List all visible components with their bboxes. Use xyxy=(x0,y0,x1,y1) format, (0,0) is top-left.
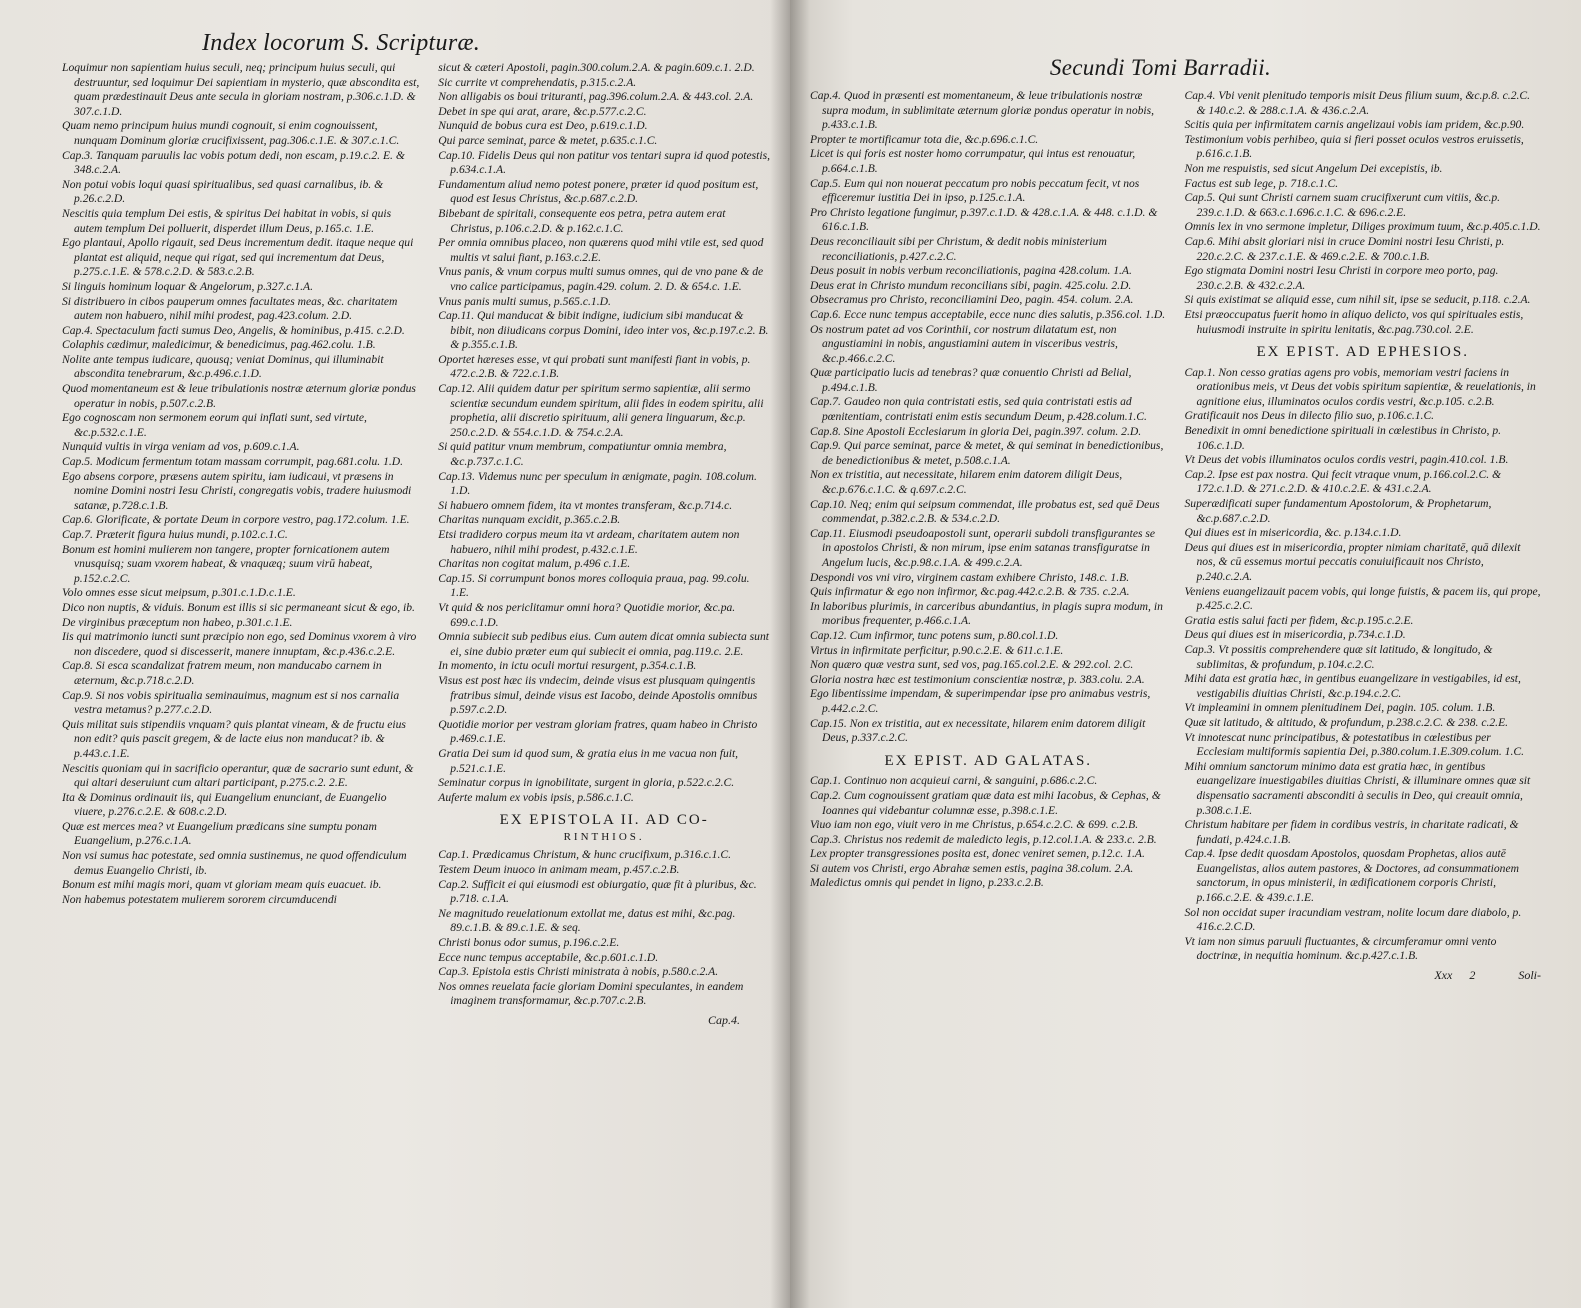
index-entry: Maledictus omnis qui pendet in ligno, p.233.c.2.B. xyxy=(810,876,1044,890)
index-entry: Licet is qui foris est noster homo corrumpatur, qui intus est renouatur, p.664.c.1.B. xyxy=(810,147,1136,175)
index-entry: Charitas non cogitat malum, p.496 c.1.E. xyxy=(438,557,631,571)
index-entry: Si distribuero in cibos pauperum omnes facultates meas, &c. charitatem autem non habuero, nihil mihi prodest, pag.423.colum. 2.D. xyxy=(62,294,398,323)
index-entry: Nescitis quoniam qui in sacrificio operantur, quæ de sacrario sunt edunt, & qui altari deseruiunt cum altari participant, p.275.c.2. 2.E. xyxy=(62,761,414,790)
index-entry: Non alligabis os boui trituranti, pag.396.colum.2.A. & 443.col. 2.A. xyxy=(438,90,754,104)
index-entry: Sol non occidat super iracundiam vestram, nolite locum dare diabolo, p. 416.c.2.C.D. xyxy=(1184,905,1522,934)
right-col-2 xyxy=(1185,89,1542,983)
index-entry: Cap.9. Si nos vobis spiritualia seminauimus, magnum est si nos carnalia vestra metamus? p.277.c.2.D. xyxy=(62,688,400,717)
index-entry: Per omnia omnibus placeo, non quærens quod mihi vtile est, sed quod multis vt salui fiant, p.163.c.2.E. xyxy=(438,236,764,264)
index-entry: Quæ participatio lucis ad tenebras? quæ conuentio Christi ad Belial, p.494.c.1.B. xyxy=(810,366,1132,394)
index-entry: Qui parce seminat, parce & metet, p.635.c.1.C. xyxy=(438,133,658,147)
index-entry: Propter te mortificamur tota die, &c.p.696.c.1.C. xyxy=(810,132,1039,146)
index-entry: Bonum est mihi magis mori, quam vt gloriam meam quis euacuet. ib. xyxy=(62,878,382,892)
index-entry: Cap.5. Eum qui non nouerat peccatum pro nobis peccatum fecit, vt nos efficeremur iustitia Dei in ipso, p.125.c.1.A. xyxy=(810,176,1140,205)
catchword-right: Soli- xyxy=(1518,968,1541,983)
index-entry: Si autem vos Christi, ergo Abrahæ semen estis, pagina 38.colum. 2.A. xyxy=(810,861,1134,875)
left-col-1 xyxy=(62,61,420,1028)
index-entry: Pro Christo legatione fungimur, p.397.c.1.D. & 428.c.1.A. & 448. c.1.D. & 616.c.1.B. xyxy=(810,205,1158,234)
index-entry: Cap.3. Vt possitis comprehendere quæ sit latitudo, & longitudo, & sublimitas, & profundum, p.104.c.2.C. xyxy=(1184,642,1493,671)
index-entry: Ego cognoscam non sermonem eorum qui inflati sunt, sed virtute, &c.p.532.c.1.E. xyxy=(62,411,367,439)
index-entry: Cap.5. Qui sunt Christi carnem suam crucifixerunt cum vitiis, &c.p. 239.c.1.D. & 663.c.1.696.c.1.C. & 696.c.2.E. xyxy=(1184,191,1501,219)
index-entry: Auferte malum ex vobis ipsis, p.586.c.1.C. xyxy=(438,790,634,804)
index-entry: Etsi tradidero corpus meum ita vt ardeam, charitatem autem non habuero, nihil mihi prodest, p.432.c.1.E. xyxy=(438,528,740,556)
index-entry: Ego absens corpore, præsens autem spiritu, iam iudicaui, vt præsens in nomine Domini nostri Iesu Christi, congregatis vobis, tradere huiusmodi satanæ, p.728.c.1.B. xyxy=(62,469,412,512)
book-gutter-shadow xyxy=(770,0,810,1308)
index-entry: Viuo iam non ego, viuit vero in me Christus, p.654.c.2.C. & 699. c.2.B. xyxy=(810,818,1139,832)
index-entry: Bibebant de spiritali, consequente eos petra, petra autem erat Christus, p.106.c.2.D. & p.162.c.1.C. xyxy=(438,206,726,235)
left-col-2 xyxy=(438,61,770,1028)
left-page xyxy=(0,0,790,1308)
index-entry: Despondi vos vni viro, virginem castam exhibere Christo, 148.c. 1.B. xyxy=(810,570,1130,584)
index-entry: Testimonium vobis perhibeo, quia si fieri posset oculos vestros eruissetis, p.616.c.1.B. xyxy=(1184,132,1524,161)
index-entry: Ne magnitudo reuelationum extollat me, datus est mihi, &c.pag. 89.c.1.B. & 89.c.1.E. & seq. xyxy=(438,906,736,935)
index-entry: Quæ sit latitudo, & altitudo, & profundum, p.238.c.2.C. & 238. c.2.E. xyxy=(1184,715,1509,729)
index-entry: Cap.11. Qui manducat & bibit indigne, iudicium sibi manducat & bibit, non diiudicans corpus Domini, ideo inter vos, &c.p.197.c.2. B. & p.355.c.1.B. xyxy=(438,309,769,352)
index-entry: Cap.3. Christus nos redemit de maledicto legis, p.12.col.1.A. & 233.c. 2.B. xyxy=(810,832,1157,846)
left-columns xyxy=(62,61,770,1028)
index-entry: Cap.4. Ipse dedit quosdam Apostolos, quosdam Prophetas, alios autē Euangelistas, alios autem pastores, & Doctores, ad consummationem sanctorum, in opus ministerii, in ædificationem corporis Christi, p.166.c.2.E. & 439.c.1.E. xyxy=(1184,847,1519,905)
section-heading-corinthios-cont: RINTHIOS. xyxy=(563,830,645,843)
index-entry: Cap.4. Spectaculum facti sumus Deo, Angelis, & hominibus, p.415. c.2.D. xyxy=(62,323,405,337)
index-entry: Vt impleamini in omnem plenitudinem Dei, pagin. 105. colum. 1.B. xyxy=(1184,701,1496,715)
index-entry: Deus qui diues est in misericordia, propter nimiam charitatē, quā dilexit nos, & cū essemus mortui peccatis conuiuificauit nos Christo, p.240.c.2.A. xyxy=(1184,540,1521,583)
index-entry: Cap.3. Tanquam paruulis lac vobis potum dedi, non escam, p.19.c.2. E. & 348.c.2.A. xyxy=(62,148,405,177)
index-entry: Cap.4. Quod in præsenti est momentaneum, & leue tribulationis nostræ supra modum, in sublimitate æternum gloriæ pondus operatur in nobis, p.433.c.1.B. xyxy=(810,89,1155,132)
index-entry: Cap.15. Non ex tristitia, aut ex necessitate, hilarem enim datorem diligit Deus, p.337.c.2.C. xyxy=(810,716,1146,745)
index-entry: Cap.13. Videmus nunc per speculum in ænigmate, pagin. 108.colum. 1.D. xyxy=(438,469,757,498)
index-entry: Cap.8. Sine Apostoli Ecclesiarum in gloria Dei, pagin.397. colum. 2.D. xyxy=(810,424,1142,438)
index-entry: Deus erat in Christo mundum reconcilians sibi, pagin. 425.colu. 2.D. xyxy=(810,278,1132,292)
index-entry: Non vsi sumus hac potestate, sed omnia sustinemus, ne quod offendiculum demus Euangelio Christi, ib. xyxy=(62,849,407,877)
index-entry: Nolite ante tempus iudicare, quousq; veniat Dominus, qui illuminabit abscondita tenebrarum, &c.p.496.c.1.D. xyxy=(62,352,384,381)
index-entry: Mihi omnium sanctorum minimo data est gratia hæc, in gentibus euangelizare inuestigabiles diuitias Christi, & illuminare omnes quæ sit dispensatio sacramenti absconditi à seculis in Deo, qui creauit omnia, p.308.c.1.E. xyxy=(1184,759,1531,817)
index-entry: Iis qui matrimonio iuncti sunt præcipio non ego, sed Dominus vxorem à viro non discedere, quod si discesserit, manere innuptam, &c.p.436.c.2.E. xyxy=(62,630,417,658)
index-entry: Gratia estis salui facti per fidem, &c.p.195.c.2.E. xyxy=(1184,613,1414,627)
index-entry: Oportet hæreses esse, vt qui probati sunt manifesti fiant in vobis, p. 472.c.2.B. & 722.c.1.B. xyxy=(438,352,751,381)
right-columns xyxy=(810,89,1541,983)
index-entry: Seminatur corpus in ignobilitate, surgent in gloria, p.522.c.2.C. xyxy=(438,776,735,790)
index-entry: Charitas nunquam excidit, p.365.c.2.B. xyxy=(438,513,621,527)
index-entry: Quod momentaneum est & leue tribulationis nostræ æternum gloriæ pondus operatur in nobis, p.507.c.2.B. xyxy=(62,382,416,410)
index-entry: Cap.6. Glorificate, & portate Deum in corpore vestro, pag.172.colum. 1.E. xyxy=(62,513,410,527)
index-entry: Non me respuistis, sed sicut Angelum Dei excepistis, ib. xyxy=(1184,161,1443,175)
index-entry: Non quæro quæ vestra sunt, sed vos, pag.165.col.2.E. & 292.col. 2.C. xyxy=(810,658,1134,672)
index-entry: Obsecramus pro Christo, reconciliamini Deo, pagin. 454. colum. 2.A. xyxy=(810,293,1134,307)
index-entry: Non ex tristitia, aut necessitate, hilarem enim datorem diligit Deus, &c.p.676.c.1.C. & q.697.c.2.C. xyxy=(810,468,1123,497)
index-entry: Os nostrum patet ad vos Corinthii, cor nostrum dilatatum est, non angustiamini in nobis, angustiamini autem in visceribus vestris, &c.p.466.c.2.C. xyxy=(810,322,1118,365)
index-entry: In laboribus plurimis, in carceribus abundantius, in plagis supra modum, in moribus frequenter, p.466.c.1.A. xyxy=(810,599,1163,628)
index-entry: Gratificauit nos Deus in dilecto filio suo, p.106.c.1.C. xyxy=(1184,409,1435,423)
section-heading-ephesios: EX EPIST. AD EPHESIOS. xyxy=(1256,344,1469,361)
index-entry: Ego libentissime impendam, & superimpendar ipse pro animabus vestris, p.442.c.2.C. xyxy=(810,687,1151,715)
signature-letters: Xxx xyxy=(1434,968,1453,983)
index-entry: Christi bonus odor sumus, p.196.c.2.E. xyxy=(438,936,620,950)
index-entry: Deus reconciliauit sibi per Christum, & dedit nobis ministerium reconciliationis, p.427.c.2.C. xyxy=(810,234,1107,263)
index-entry: Cap.10. Neq; enim qui seipsum commendat, ille probatus est, sed quē Deus commendat, p.382.c.2.B. & 534.c.2.D. xyxy=(810,497,1160,526)
section-heading-corinthios: EX EPISTOLA II. AD CO- xyxy=(499,812,709,829)
index-entry: Factus est sub lege, p. 718.c.1.C. xyxy=(1184,176,1339,190)
index-entry: Cap.1. Prædicamus Christum, & hunc crucifixum, p.316.c.1.C. xyxy=(438,848,731,862)
index-entry: Si quid patitur vnum membrum, compatiuntur omnia membra, &c.p.737.c.1.C. xyxy=(438,440,727,469)
left-col-2-entries xyxy=(438,61,770,805)
right-col-1-entries xyxy=(810,89,1167,746)
section-heading-galatas: EX EPIST. AD GALATAS. xyxy=(884,752,1093,769)
right-col-2-after xyxy=(1185,366,1542,964)
index-entry: Cap.2. Cum cognouissent gratiam quæ data est mihi Iacobus, & Cephas, & Ioannes qui videbantur columnæ esse, p.398.c.1.E. xyxy=(810,788,1161,817)
index-entry: Cap.7. Gaudeo non quia contristati estis, sed quia contristati estis ad pœnitentiam, contristati enim estis secundum Deum, p.428.colum.1.C. xyxy=(810,395,1147,424)
left-col-2-after xyxy=(438,848,770,1009)
index-entry: Nunquid vultis in virga veniam ad vos, p.609.c.1.A. xyxy=(62,440,300,454)
index-entry: Cap.1. Continuo non acquieui carni, & sanguini, p.686.c.2.C. xyxy=(810,774,1098,788)
index-entry: Vnus panis multi sumus, p.565.c.1.D. xyxy=(438,294,611,308)
index-entry: Bonum est homini mulierem non tangere, propter fornicationem autem vnusquisq; suam vxorem habeat, & vnaquæq; suum virū habeat, p.152.c.2.C. xyxy=(62,542,390,585)
index-entry: Deus posuit in nobis verbum reconciliationis, pagina 428.colum. 1.A. xyxy=(810,264,1132,278)
index-entry: Quis infirmatur & ego non infirmor, &c.pag.442.c.2.B. & 735. c.2.A. xyxy=(810,585,1130,599)
index-entry: Cap.2. Sufficit ei qui eiusmodi est obiurgatio, quæ fit à pluribus, &c. p.718. c.1.A. xyxy=(438,877,757,906)
running-head-left: Index locorum S. Scripturæ. xyxy=(202,30,481,56)
index-entry: Si habuero omnem fidem, ita vt montes transferam, &c.p.714.c. xyxy=(438,498,733,512)
index-entry: Visus est post hæc iis vndecim, deinde visus est plusquam quingentis fratribus simul, deinde visus est Iacobo, deinde Apostolis omnibus p.597.c.2.D. xyxy=(438,673,758,717)
index-entry: Fundamentum aliud nemo potest ponere, præter id quod positum est, quod est Iesus Christus, &c.p.687.c.2.D. xyxy=(438,177,759,206)
index-entry: Si linguis hominum loquar & Angelorum, p.327.c.1.A. xyxy=(62,279,313,293)
index-entry: Non habemus potestatem mulierem sororem circumducendi xyxy=(62,892,337,906)
index-entry: Ego plantaui, Apollo rigauit, sed Deus incrementum dedit. itaque neque qui plantat est aliquid, neque qui rigat, sed qui incrementum dat Deus, p.275.c.1.E. & 578.c.2.D. & 583.c.2.B. xyxy=(62,236,414,279)
index-entry: Omnia subiecit sub pedibus eius. Cum autem dicat omnia subiecta sunt ei, sine dubio præter eum qui subiecit ei omnia, pag.119.c. 2.E. xyxy=(438,630,769,658)
catchword-left: Cap.4. xyxy=(707,1013,740,1027)
index-entry: Cap.2. Ipse est pax nostra. Qui fecit vtraque vnum, p.166.col.2.C. & 172.c.1.D. & 271.c.2.D. & 410.c.2.E. & 431.c.2.A. xyxy=(1184,467,1502,496)
index-entry: Vt iam non simus paruuli fluctuantes, & circumferamur omni vento doctrinæ, in nequitia hominum. &c.p.427.c.1.B. xyxy=(1184,934,1497,963)
index-entry: Dico non nuptis, & viduis. Bonum est illis si sic permaneant sicut & ego, ib. xyxy=(62,600,415,614)
index-entry: Virtus in infirmitate perficitur, p.90.c.2.E. & 611.c.1.E. xyxy=(810,643,1064,657)
index-entry: Gloria nostra hæc est testimonium conscientiæ nostræ, p. 383.colu. 2.A. xyxy=(810,672,1145,686)
index-entry: Qui diues est in misericordia, &c. p.134.c.1.D. xyxy=(1184,526,1402,540)
index-entry: Testem Deum inuoco in animam meam, p.457.c.2.B. xyxy=(438,863,680,877)
index-entry: Cap.5. Modicum fermentum totam massam corrumpit, pag.681.colu. 1.D. xyxy=(62,455,404,469)
index-entry: Debet in spe qui arat, arare, &c.p.577.c.2.C. xyxy=(438,104,647,118)
index-entry: Cap.11. Eiusmodi pseudoapostoli sunt, operarii subdoli transfigurantes se in apostolos Christi, & non mirum, ipse enim satanas transfiguratse in Angelum lucis, &c.p.98.c.1.A. & 499.c.2.A. xyxy=(810,526,1156,569)
signature-number: 2 xyxy=(1469,968,1476,983)
index-entry: Si quis existimat se aliquid esse, cum nihil sit, ipse se seducit, p.118. c.2.A. xyxy=(1184,293,1531,307)
index-entry: Superædificati super fundamentum Apostolorum, & Prophetarum, &c.p.687.c.2.D. xyxy=(1184,497,1492,525)
signature-mark xyxy=(1185,968,1542,983)
index-entry: Nunquid de bobus cura est Deo, p.619.c.1.D. xyxy=(438,119,648,133)
index-entry: Loquimur non sapientiam huius seculi, neq; principum huius seculi, qui destruuntur, sed loquimur Dei sapientiam in mysterio, quæ abscondita est, quam prædestinauit Deus ante secula in gloriam nostram, p.306.c.1.D. & 307.c.1.D. xyxy=(62,61,420,118)
index-entry: Quam nemo principum huius mundi cognouit, si enim cognouissent, nunquam Dominum gloriæ crucifixissent, pag.306.c.1.E. & 307.c.1.C. xyxy=(62,119,400,147)
index-entry: Vnus panis, & vnum corpus multi sumus omnes, qui de vno pane & de vno calice participamus, pagin.429. colum. 2. D. & 654.c. 1.E. xyxy=(438,265,764,293)
right-page xyxy=(790,0,1581,1308)
index-entry: Gratia Dei sum id quod sum, & gratia eius in me vacua non fuit, p.521.c.1.E. xyxy=(438,746,739,775)
index-entry: Nos omnes reuelata facie gloriam Domini speculantes, in eandem imaginem transformamur, &c.p.707.c.2.B. xyxy=(438,979,744,1008)
index-entry: Mihi data est gratia hæc, in gentibus euangelizare in vestigabiles, id est, vestigabilis diuitias Christi, &c.p.194.c.2.C. xyxy=(1184,672,1521,700)
index-entry: Ego stigmata Domini nostri Iesu Christi in corpore meo porto, pag. 230.c.2.B. & 432.c.2.A. xyxy=(1184,264,1499,292)
index-entry: Volo omnes esse sicut meipsum, p.301.c.1.D.c.1.E. xyxy=(62,586,296,600)
index-entry: Quæ est merces mea? vt Euangelium prædicans sine sumptu ponam Euangelium, p.276.c.1.A. xyxy=(62,819,377,848)
index-entry: Cap.15. Si corrumpunt bonos mores colloquia praua, pag. 99.colu. 1.E. xyxy=(438,571,750,600)
index-entry: Colaphis cædimur, maledicimur, & benedicimus, pag.462.colu. 1.B. xyxy=(62,338,376,352)
index-entry: In momento, in ictu oculi mortui resurgent, p.354.c.1.B. xyxy=(438,659,697,673)
index-entry: Cap.3. Epistola estis Christi ministrata à nobis, p.580.c.2.A. xyxy=(438,965,719,979)
index-entry: Cap.1. Non cesso gratias agens pro vobis, memoriam vestri faciens in orationibus meis, vt Deus det vobis spiritum sapientiæ, & reuelationis, in agnitione eius, illuminatos oculos cordis vestri, &c.p.105. c.2.B. xyxy=(1184,365,1536,408)
index-entry: Vt Deus det vobis illuminatos oculos cordis vestri, pagin.410.col. 1.B. xyxy=(1184,453,1509,467)
index-entry: Cap.7. Præterit figura huius mundi, p.102.c.1.C. xyxy=(62,528,288,541)
right-col-1-after xyxy=(810,774,1167,891)
right-col-1 xyxy=(810,89,1167,983)
index-entry: Cap.8. Si esca scandalizat fratrem meum, non manducabo carnem in æternum, &c.p.718.c.2.D. xyxy=(62,659,382,687)
index-entry: Cap.9. Qui parce seminat, parce & metet, & qui seminat in benedictionibus, de benedictionibus & metet, p.508.c.1.A. xyxy=(810,439,1164,467)
index-entry: Lex propter transgressiones posita est, donec veniret semen, p.12.c. 1.A. xyxy=(810,847,1145,861)
index-entry: De virginibus præceptum non habeo, p.301.c.1.E. xyxy=(62,615,293,629)
index-entry: Cap.10. Fidelis Deus qui non patitur vos tentari supra id quod potestis, p.634.c.1.A. xyxy=(438,148,770,177)
index-entry: Non potui vobis loqui quasi spiritualibus, sed quasi carnalibus, ib. & p.26.c.2.D. xyxy=(62,177,384,206)
index-entry: Vt innotescat nunc principatibus, & potestatibus in cœlestibus per Ecclesiam multiformis sapientia Dei, p.380.colum.1.E.309.colum. 1.C. xyxy=(1184,730,1524,759)
index-entry: Cap.6. Mihi absit gloriari nisi in cruce Domini nostri Iesu Christi, p. 220.c.2.C. & 237.c.1.E. & 469.c.2.E. & 700.c.1.B. xyxy=(1184,234,1505,263)
right-col-2-entries xyxy=(1185,89,1542,337)
index-entry: Cap.12. Alii quidem datur per spiritum sermo sapientiæ, alii sermo scientiæ secundum eundem spiritum, alii fides in eodem spiritu, alii prophetia, alii discretio spirituum, alii genera linguarum, &c.p. 250.c.2.D. & 554.c.1.D. & 754.c.2.A. xyxy=(438,382,764,439)
index-entry: Benedixit in omni benedictione spirituali in cœlestibus in Christo, p. 106.c.1.D. xyxy=(1184,424,1502,452)
index-entry: Ita & Dominus ordinauit iis, qui Euangelium enunciant, de Euangelio viuere, p.276.c.2.E. & 608.c.2.D. xyxy=(62,790,387,819)
index-entry: Christum habitare per fidem in cordibus vestris, in charitate radicati, & fundati, p.424.c.1.B. xyxy=(1184,818,1519,846)
index-entry: Deus qui diues est in misericordia, p.734.c.1.D. xyxy=(1184,628,1406,642)
index-entry: Cap.12. Cum infirmor, tunc potens sum, p.80.col.1.D. xyxy=(810,628,1059,642)
index-entry: Quis militat suis stipendiis vnquam? quis plantat vineam, & de fructu eius non edit? quis pascit gregem, & de lacte eius non manducat? ib. & p.443.c.1.E. xyxy=(62,717,406,760)
index-entry: Nescitis quia templum Dei estis, & spiritus Dei habitat in vobis, si quis autem templum Dei polluerit, disperdet illum Deus, p.165.c. 1.E. xyxy=(62,206,392,235)
index-entry: Quotidie morior per vestram gloriam fratres, quam habeo in Christo p.469.c.1.E. xyxy=(438,717,758,746)
index-entry: sicut & cæteri Apostoli, pagin.300.colum.2.A. & pagin.609.c.1. 2.D. xyxy=(438,61,755,74)
index-entry: Etsi præoccupatus fuerit homo in aliquo delicto, vos qui spirituales estis, huiusmodi instruite in spiritu lenitatis, &c.pag.730.col. 2.E. xyxy=(1184,307,1524,336)
index-entry: Veniens euangelizauit pacem vobis, qui longe fuistis, & pacem iis, qui prope, p.425.c.2.C. xyxy=(1184,584,1541,613)
index-entry: Cap.6. Ecce nunc tempus acceptabile, ecce nunc dies salutis, p.356.col. 1.D. xyxy=(810,307,1166,321)
index-entry: Cap.4. Vbi venit plenitudo temporis misit Deus filium suum, &c.p.8. c.2.C. & 140.c.2. & 288.c.1.A. & 436.c.2.A. xyxy=(1184,89,1531,117)
index-entry: Vt quid & nos periclitamur omni hora? Quotidie morior, &c.pa. 699.c.1.D. xyxy=(438,600,736,629)
index-entry: Sic currite vt comprehendatis, p.315.c.2.A. xyxy=(438,75,637,89)
index-entry: Omnis lex in vno sermone impletur, Diliges proximum tuum, &c.p.405.c.1.D. xyxy=(1184,220,1541,234)
index-entry: Ecce nunc tempus acceptabile, &c.p.601.c.1.D. xyxy=(438,950,659,964)
index-entry: Scitis quia per infirmitatem carnis angelizaui vobis iam pridem, &c.p.90. xyxy=(1184,118,1525,132)
running-head-right: Secundi Tomi Barradii. xyxy=(1049,55,1271,80)
